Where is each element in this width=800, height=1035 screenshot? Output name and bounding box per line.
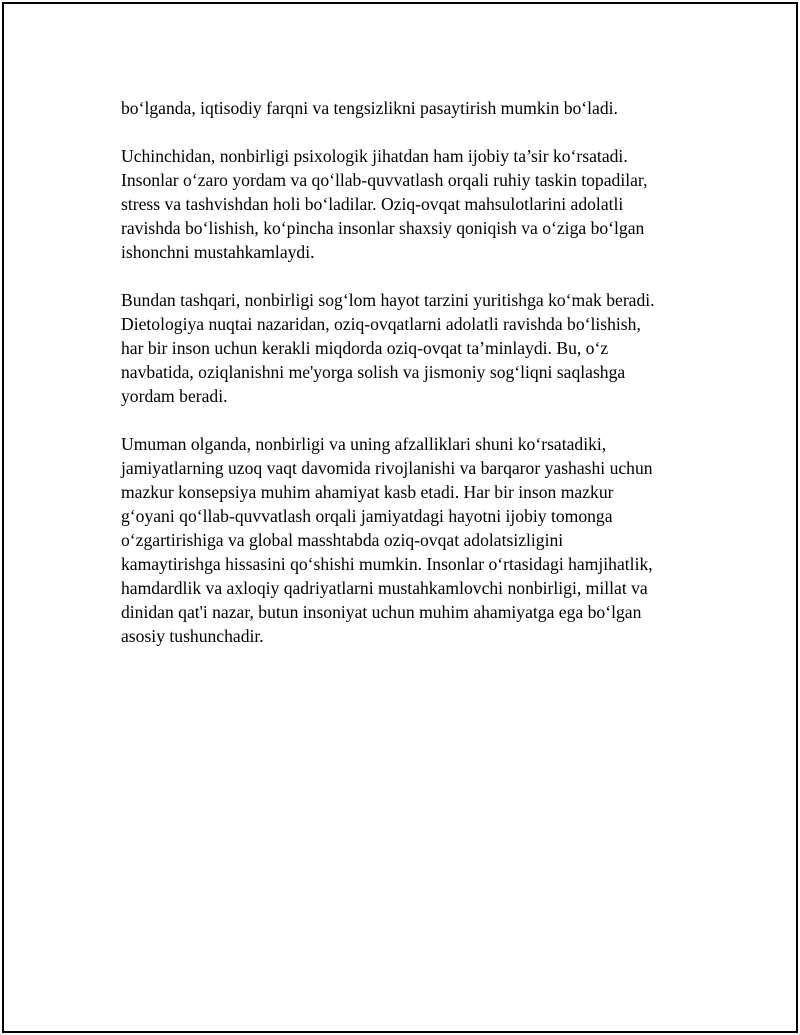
text-line: Umuman olganda, nonbirligi va uning afzalliklari shuni ko‘rsatadiki, (121, 434, 607, 454)
text-line: Insonlar o‘zaro yordam va qo‘llab-quvvatlash orqali ruhiy taskin topadilar, (121, 170, 648, 190)
text-line: Dietologiya nuqtai nazaridan, oziq-ovqatlarni adolatli ravishda bo‘lishish, (121, 314, 641, 334)
text-line: bo‘lganda, iqtisodiy farqni va tengsizlikni pasaytirish mumkin bo‘ladi. (121, 98, 618, 118)
text-line: o‘zgartirishiga va global masshtabda oziq-ovqat adolatsizligini (121, 530, 564, 550)
text-line: ishonchni mustahkamlaydi. (121, 242, 315, 262)
text-line: yordam beradi. (121, 386, 228, 406)
text-line: Bundan tashqari, nonbirligi sog‘lom hayot tarzini yuritishga ko‘mak beradi. (121, 290, 655, 310)
paragraph-1 (121, 96, 696, 120)
text-line: navbatida, oziqlanishni me'yorga solish va jismoniy sog‘liqni saqlashga (121, 362, 626, 382)
text-line: stress va tashvishdan holi bo‘ladilar. Oziq-ovqat mahsulotlarini adolatli (121, 194, 624, 214)
paragraph-3 (121, 288, 696, 408)
text-line: hamdardlik va axloqiy qadriyatlarni mustahkamlovchi nonbirligi, millat va (121, 578, 648, 598)
text-line: g‘oyani qo‘llab-quvvatlash orqali jamiyatdagi hayotni ijobiy tomonga (121, 506, 613, 526)
paragraph-2 (121, 144, 696, 264)
document-body (121, 96, 696, 672)
text-line: asosiy tushunchadir. (121, 626, 264, 646)
text-line: dinidan qat'i nazar, butun insoniyat uchun muhim ahamiyatga ega bo‘lgan (121, 602, 642, 622)
text-line: mazkur konsepsiya muhim ahamiyat kasb etadi. Har bir inson mazkur (121, 482, 614, 502)
text-line: har bir inson uchun kerakli miqdorda oziq-ovqat ta’minlaydi. Bu, o‘z (121, 338, 609, 358)
text-line: Uchinchidan, nonbirligi psixologik jihatdan ham ijobiy ta’sir ko‘rsatadi. (121, 146, 628, 166)
page-frame (2, 2, 798, 1033)
text-line: jamiyatlarning uzoq vaqt davomida rivojlanishi va barqaror yashashi uchun (121, 458, 653, 478)
text-line: ravishda bo‘lishish, ko‘pincha insonlar shaxsiy qoniqish va o‘ziga bo‘lgan (121, 218, 645, 238)
paragraph-4 (121, 432, 696, 648)
text-line: kamaytirishga hissasini qo‘shishi mumkin. Insonlar o‘rtasidagi hamjihatlik, (121, 554, 653, 574)
